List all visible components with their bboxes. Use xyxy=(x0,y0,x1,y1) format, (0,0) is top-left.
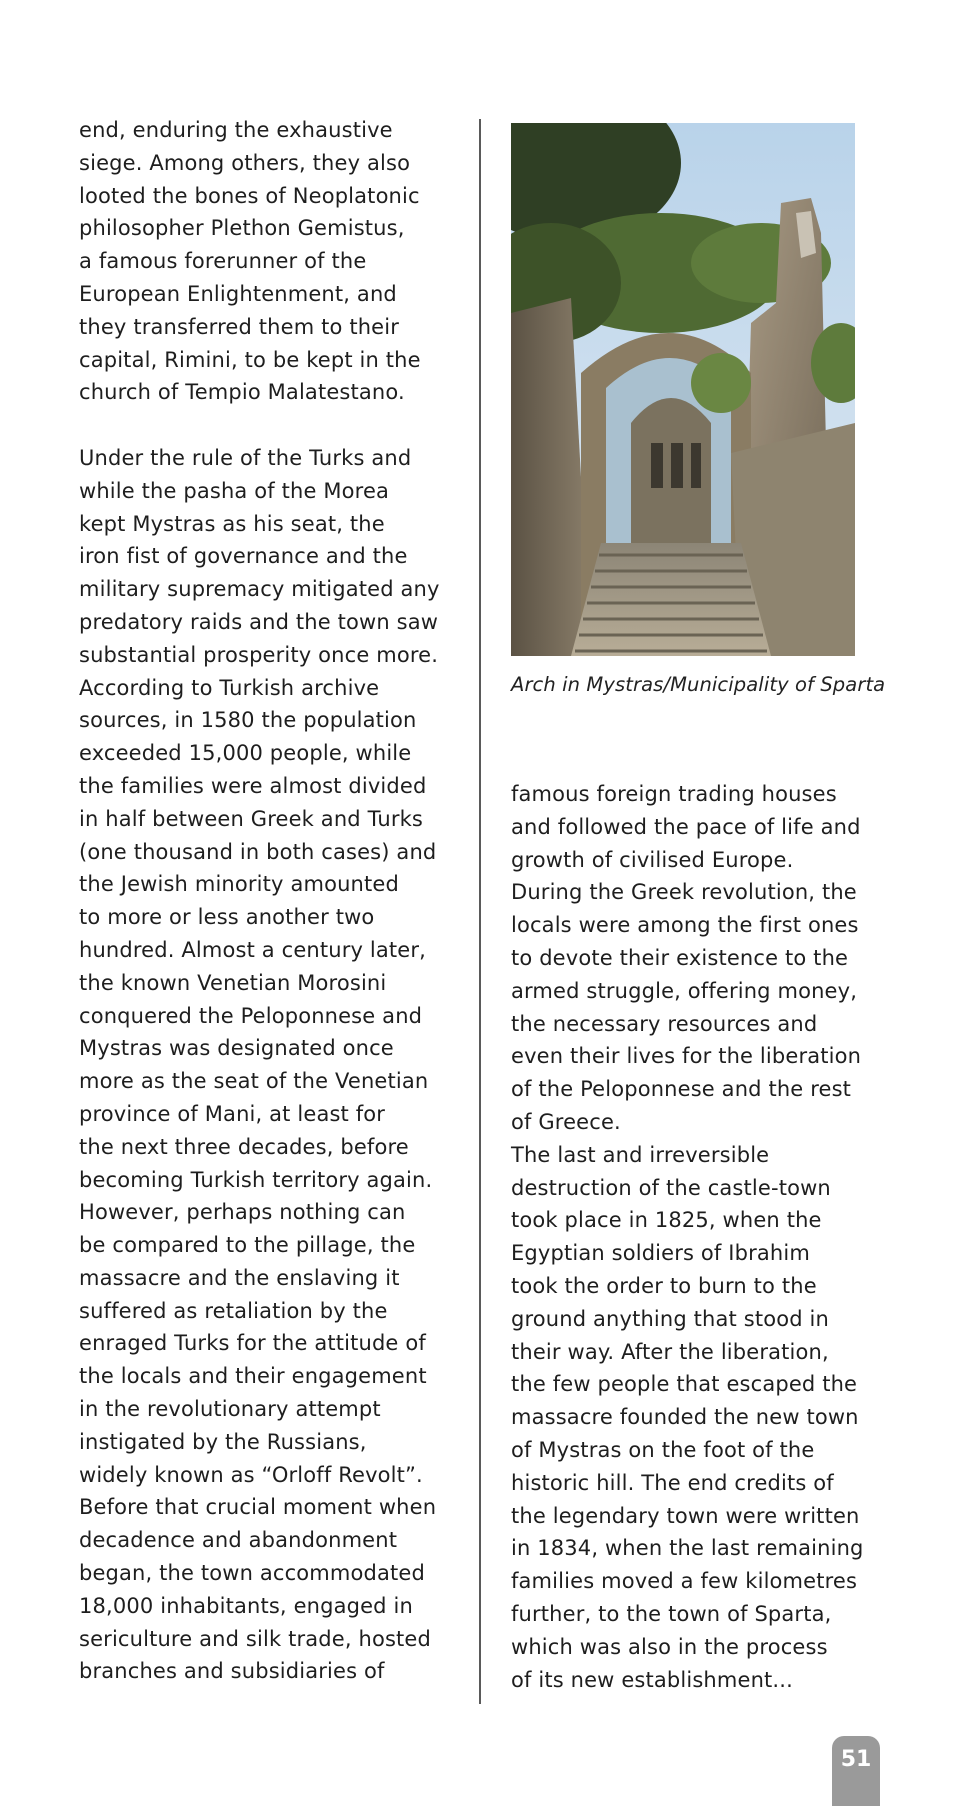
text-line: The last and irreversible xyxy=(511,1142,770,1167)
text-line: substantial prosperity once more. xyxy=(79,642,439,667)
text-line: destruction of the castle-town xyxy=(511,1175,831,1200)
arch-illustration xyxy=(511,123,855,656)
text-line: siege. Among others, they also xyxy=(79,150,411,175)
text-line: their way. After the liberation, xyxy=(511,1339,829,1364)
text-line: the next three decades, before xyxy=(79,1134,409,1159)
text-line: locals were among the first ones xyxy=(511,913,859,938)
text-line: even their lives for the liberation xyxy=(511,1044,862,1069)
text-line: sources, in 1580 the population xyxy=(79,708,417,733)
text-line: capital, Rimini, to be kept in the xyxy=(79,347,421,372)
text-line: the known Venetian Morosini xyxy=(79,970,387,995)
text-line: in half between Greek and Turks xyxy=(79,806,424,831)
text-line: decadence and abandonment xyxy=(79,1528,398,1553)
text-line: took the order to burn to the xyxy=(511,1273,817,1298)
text-line: famous foreign trading houses xyxy=(511,782,837,806)
text-line: church of Tempio Malatestano. xyxy=(79,380,405,405)
text-line: exceeded 15,000 people, while xyxy=(79,741,412,766)
text-line: and followed the pace of life and xyxy=(511,814,861,839)
paragraph-spacer xyxy=(79,409,459,442)
right-column xyxy=(511,778,891,1696)
text-line: the families were almost divided xyxy=(79,773,427,798)
text-line: the few people that escaped the xyxy=(511,1372,858,1397)
text-line: of Greece. xyxy=(511,1109,621,1134)
text-line: began, the town accommodated xyxy=(79,1561,425,1586)
text-line: branches and subsidiaries of xyxy=(79,1659,385,1684)
text-line: while the pasha of the Morea xyxy=(79,478,390,503)
text-line: predatory raids and the town saw xyxy=(79,609,439,634)
left-column xyxy=(79,114,459,1688)
text-line: Egyptian soldiers of Ibrahim xyxy=(511,1241,810,1266)
text-line: the Jewish minority amounted xyxy=(79,872,399,897)
text-line: massacre founded the new town xyxy=(511,1405,859,1430)
text-line: ground anything that stood in xyxy=(511,1306,829,1331)
text-line: military supremacy mitigated any xyxy=(79,577,440,602)
text-line: becoming Turkish territory again. xyxy=(79,1167,433,1192)
text-line: growth of civilised Europe. xyxy=(511,847,794,872)
text-line: sericulture and silk trade, hosted xyxy=(79,1626,431,1651)
text-line: Mystras was designated once xyxy=(79,1036,394,1061)
mystras-arch-photo xyxy=(511,123,855,656)
text-line: historic hill. The end credits of xyxy=(511,1470,834,1495)
page-number: 51 xyxy=(840,1747,872,1772)
text-line: they transferred them to their xyxy=(79,314,400,339)
text-line: province of Mani, at least for xyxy=(79,1101,386,1126)
text-line: massacre and the enslaving it xyxy=(79,1265,400,1290)
text-line: which was also in the process xyxy=(511,1634,828,1659)
text-line: to more or less another two xyxy=(79,905,375,930)
text-line: (one thousand in both cases) and xyxy=(79,839,437,864)
column-divider xyxy=(479,119,481,1704)
paragraph-siege xyxy=(79,114,459,409)
text-line: During the Greek revolution, the xyxy=(511,880,857,905)
text-line: philosopher Plethon Gemistus, xyxy=(79,216,405,241)
text-line: armed struggle, offering money, xyxy=(511,978,858,1003)
text-line: Before that crucial moment when xyxy=(79,1495,437,1520)
text-line: iron fist of governance and the xyxy=(79,544,408,569)
text-line: suffered as retaliation by the xyxy=(79,1298,388,1323)
photo-caption: Arch in Mystras/Municipality of Sparta xyxy=(511,673,886,696)
paragraph-turkish-rule xyxy=(79,442,459,1688)
text-line: in the revolutionary attempt xyxy=(79,1397,381,1422)
text-line: According to Turkish archive xyxy=(79,675,380,700)
text-line: the legendary town were written xyxy=(511,1503,860,1528)
text-line: end, enduring the exhaustive xyxy=(79,118,393,142)
text-line: be compared to the pillage, the xyxy=(79,1233,416,1258)
text-line: However, perhaps nothing can xyxy=(79,1200,406,1225)
text-line: families moved a few kilometres xyxy=(511,1569,858,1594)
text-line: European Enlightenment, and xyxy=(79,281,397,306)
text-line: hundred. Almost a century later, xyxy=(79,937,426,962)
text-line: instigated by the Russians, xyxy=(79,1429,367,1454)
text-line: of its new establishment... xyxy=(511,1667,793,1692)
text-line: kept Mystras as his seat, the xyxy=(79,511,385,536)
text-line: the necessary resources and xyxy=(511,1011,818,1036)
text-line: of Mystras on the foot of the xyxy=(511,1437,815,1462)
text-line: widely known as “Orloff Revolt”. xyxy=(79,1462,423,1487)
text-line: took place in 1825, when the xyxy=(511,1208,822,1233)
text-line: looted the bones of Neoplatonic xyxy=(79,183,420,208)
text-line: 18,000 inhabitants, engaged in xyxy=(79,1593,413,1618)
page-number-badge xyxy=(832,1736,880,1806)
text-line: Under the rule of the Turks and xyxy=(79,445,412,470)
text-line: of the Peloponnese and the rest xyxy=(511,1077,852,1102)
text-line: conquered the Peloponnese and xyxy=(79,1003,423,1028)
text-line: further, to the town of Sparta, xyxy=(511,1601,832,1626)
text-line: a famous forerunner of the xyxy=(79,249,367,274)
text-line: more as the seat of the Venetian xyxy=(79,1069,429,1094)
text-line: the locals and their engagement xyxy=(79,1364,427,1389)
text-line: in 1834, when the last remaining xyxy=(511,1536,864,1561)
text-line: to devote their existence to the xyxy=(511,945,849,970)
text-line: enraged Turks for the attitude of xyxy=(79,1331,426,1356)
